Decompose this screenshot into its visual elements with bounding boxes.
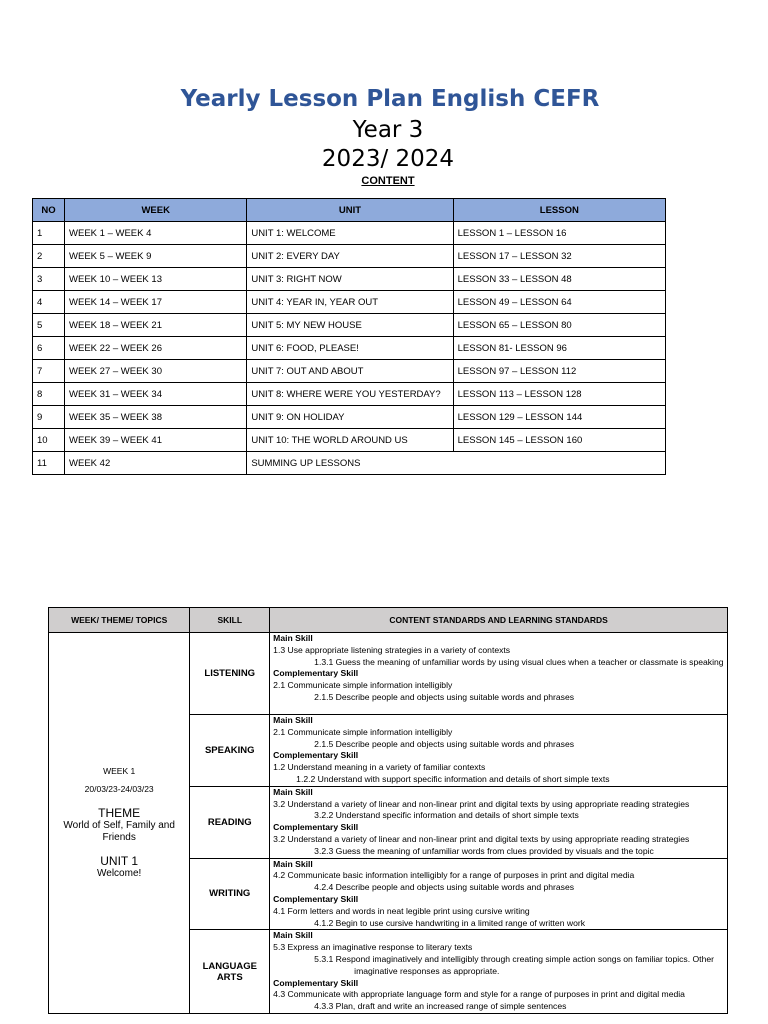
unit-label: UNIT 1 (100, 853, 139, 868)
cell-week: WEEK 10 – WEEK 13 (65, 268, 247, 291)
header-unit: UNIT (247, 199, 453, 222)
week-theme-cell (49, 633, 190, 1014)
standards-cell (270, 715, 728, 787)
cell-week: WEEK 5 – WEEK 9 (65, 245, 247, 268)
cell-unit: UNIT 6: FOOD, PLEASE! (247, 337, 453, 360)
main-learning-standard: 2.1.5 Describe people and objects using suitable words and phrases (314, 738, 575, 749)
comp-standard: 3.2 Understand a variety of linear and non-linear print and digital texts by using appropriate reading strategies (273, 833, 690, 844)
comp-learning-standard: 4.3.3 Plan, draft and write an increased range of simple sentences (314, 1001, 567, 1012)
comp-learning-standard: 4.1.2 Begin to use cursive handwriting in a limited range of written work (314, 917, 586, 928)
cell-no: 7 (33, 360, 65, 383)
table-row (33, 429, 666, 452)
table-row (33, 222, 666, 245)
cell-lesson: LESSON 65 – LESSON 80 (453, 314, 665, 337)
comp-skill-label: Complementary Skill (273, 750, 359, 761)
cell-week: WEEK 39 – WEEK 41 (65, 429, 247, 452)
main-standard: 4.2 Communicate basic information intelligibly for a range of purposes in print and digital media (273, 870, 635, 881)
cell-no: 9 (33, 406, 65, 429)
header-skill: SKILL (190, 608, 270, 633)
comp-learning-standard: 3.2.3 Guess the meaning of unfamiliar words from clues provided by visuals and the topic (314, 845, 654, 856)
cell-week: WEEK 1 – WEEK 4 (65, 222, 247, 245)
main-learning-standard: 3.2.2 Understand specific information and details of short simple texts (314, 810, 579, 821)
cell-lesson: LESSON 145 – LESSON 160 (453, 429, 665, 452)
table-row (33, 245, 666, 268)
cell-unit: UNIT 1: WELCOME (247, 222, 453, 245)
header-week: WEEK (65, 199, 247, 222)
content-table-header (33, 199, 666, 222)
skill-name: READING (190, 786, 270, 858)
comp-standard: 4.3 Communicate with appropriate language form and style for a range of purposes in print and digital media (273, 989, 685, 1000)
main-skill-label: Main Skill (273, 786, 313, 797)
lesson-plan-table (48, 607, 728, 1014)
academic-year-heading: 2023/ 2024 (321, 146, 455, 172)
comp-skill-label: Complementary Skill (273, 893, 359, 904)
comp-standard: 1.2 Understand meaning in a variety of familiar contexts (273, 762, 486, 773)
comp-learning-standard: 1.2.2 Understand with support specific information and details of short simple texts (296, 773, 610, 784)
comp-standard: 4.1 Form letters and words in neat legible print using cursive writing (273, 905, 530, 916)
cell-week: WEEK 35 – WEEK 38 (65, 406, 247, 429)
cell-no: 1 (33, 222, 65, 245)
cell-unit: SUMMING UP LESSONS (247, 452, 666, 475)
header-week-theme: WEEK/ THEME/ TOPICS (49, 608, 190, 633)
theme-label: THEME (98, 805, 141, 820)
header-standards: CONTENT STANDARDS AND LEARNING STANDARDS (270, 608, 728, 633)
main-skill-label: Main Skill (273, 930, 313, 941)
cell-lesson: LESSON 129 – LESSON 144 (453, 406, 665, 429)
cell-week: WEEK 14 – WEEK 17 (65, 291, 247, 314)
main-learning-standard: 5.3.1 Respond imaginatively and intelligibly through creating simple action songs on familiar topics. Other imaginative responses as appropriate. (314, 953, 714, 976)
content-label: CONTENT (361, 175, 415, 187)
cell-no: 5 (33, 314, 65, 337)
standards-cell (270, 930, 728, 1014)
standards-cell (270, 633, 728, 715)
comp-standard: 2.1 Communicate simple information intelligibly (273, 680, 453, 691)
cell-unit: UNIT 2: EVERY DAY (247, 245, 453, 268)
cell-week: WEEK 27 – WEEK 30 (65, 360, 247, 383)
cell-lesson: LESSON 49 – LESSON 64 (453, 291, 665, 314)
main-standard: 1.3 Use appropriate listening strategies in a variety of contexts (273, 644, 511, 655)
skill-name: WRITING (190, 858, 270, 930)
cell-no: 11 (33, 452, 65, 475)
theme-name: World of Self, Family and Friends (63, 819, 175, 843)
cell-lesson: LESSON 1 – LESSON 16 (453, 222, 665, 245)
cell-unit: UNIT 5: MY NEW HOUSE (247, 314, 453, 337)
main-learning-standard: 1.3.1 Guess the meaning of unfamiliar words by using visual clues when a teacher or classmate is speaking (314, 656, 724, 667)
year-heading: Year 3 (352, 117, 424, 143)
cell-no: 10 (33, 429, 65, 452)
comp-learning-standard: 2.1.5 Describe people and objects using suitable words and phrases (314, 691, 575, 702)
skill-name: SPEAKING (190, 715, 270, 787)
week-label: WEEK 1 (103, 765, 136, 776)
table-row (33, 383, 666, 406)
table-row (33, 406, 666, 429)
unit-name: Welcome! (97, 867, 142, 879)
cell-lesson: LESSON 97 – LESSON 112 (453, 360, 665, 383)
main-standard: 3.2 Understand a variety of linear and non-linear print and digital texts by using appropriate reading strategies (273, 798, 690, 809)
comp-skill-label: Complementary Skill (273, 668, 359, 679)
main-learning-standard: 4.2.4 Describe people and objects using suitable words and phrases (314, 882, 575, 893)
main-standard: 2.1 Communicate simple information intelligibly (273, 726, 453, 737)
main-skill-label: Main Skill (273, 633, 313, 643)
cell-no: 6 (33, 337, 65, 360)
cell-no: 2 (33, 245, 65, 268)
cell-week: WEEK 31 – WEEK 34 (65, 383, 247, 406)
comp-skill-label: Complementary Skill (273, 822, 359, 833)
skill-name: LISTENING (190, 633, 270, 715)
comp-skill-label: Complementary Skill (273, 977, 359, 988)
cell-lesson: LESSON 81- LESSON 96 (453, 337, 665, 360)
header-no: NO (33, 199, 65, 222)
table-row (33, 337, 666, 360)
skill-row-listening (49, 633, 728, 715)
cell-lesson: LESSON 113 – LESSON 128 (453, 383, 665, 406)
main-standard: 5.3 Express an imaginative response to literary texts (273, 942, 473, 953)
main-skill-label: Main Skill (273, 858, 313, 869)
week-dates: 20/03/23-24/03/23 (84, 783, 154, 794)
cell-unit: UNIT 10: THE WORLD AROUND US (247, 429, 453, 452)
header-lesson: LESSON (453, 199, 665, 222)
plan-table-header (49, 608, 728, 633)
table-row (33, 452, 666, 475)
skill-name: LANGUAGE ARTS (190, 930, 270, 1014)
cell-lesson: LESSON 17 – LESSON 32 (453, 245, 665, 268)
cell-no: 8 (33, 383, 65, 406)
standards-cell (270, 858, 728, 930)
cell-week: WEEK 42 (65, 452, 247, 475)
cell-unit: UNIT 8: WHERE WERE YOU YESTERDAY? (247, 383, 453, 406)
content-table (32, 198, 666, 475)
main-skill-label: Main Skill (273, 715, 313, 725)
cell-unit: UNIT 3: RIGHT NOW (247, 268, 453, 291)
cell-no: 3 (33, 268, 65, 291)
standards-cell (270, 786, 728, 858)
cell-lesson: LESSON 33 – LESSON 48 (453, 268, 665, 291)
table-row (33, 291, 666, 314)
table-row (33, 360, 666, 383)
table-row (33, 314, 666, 337)
cell-week: WEEK 22 – WEEK 26 (65, 337, 247, 360)
cell-week: WEEK 18 – WEEK 21 (65, 314, 247, 337)
cell-unit: UNIT 4: YEAR IN, YEAR OUT (247, 291, 453, 314)
cell-unit: UNIT 7: OUT AND ABOUT (247, 360, 453, 383)
cell-no: 4 (33, 291, 65, 314)
cell-unit: UNIT 9: ON HOLIDAY (247, 406, 453, 429)
table-row (33, 268, 666, 291)
page-title: Yearly Lesson Plan English CEFR (180, 86, 600, 112)
